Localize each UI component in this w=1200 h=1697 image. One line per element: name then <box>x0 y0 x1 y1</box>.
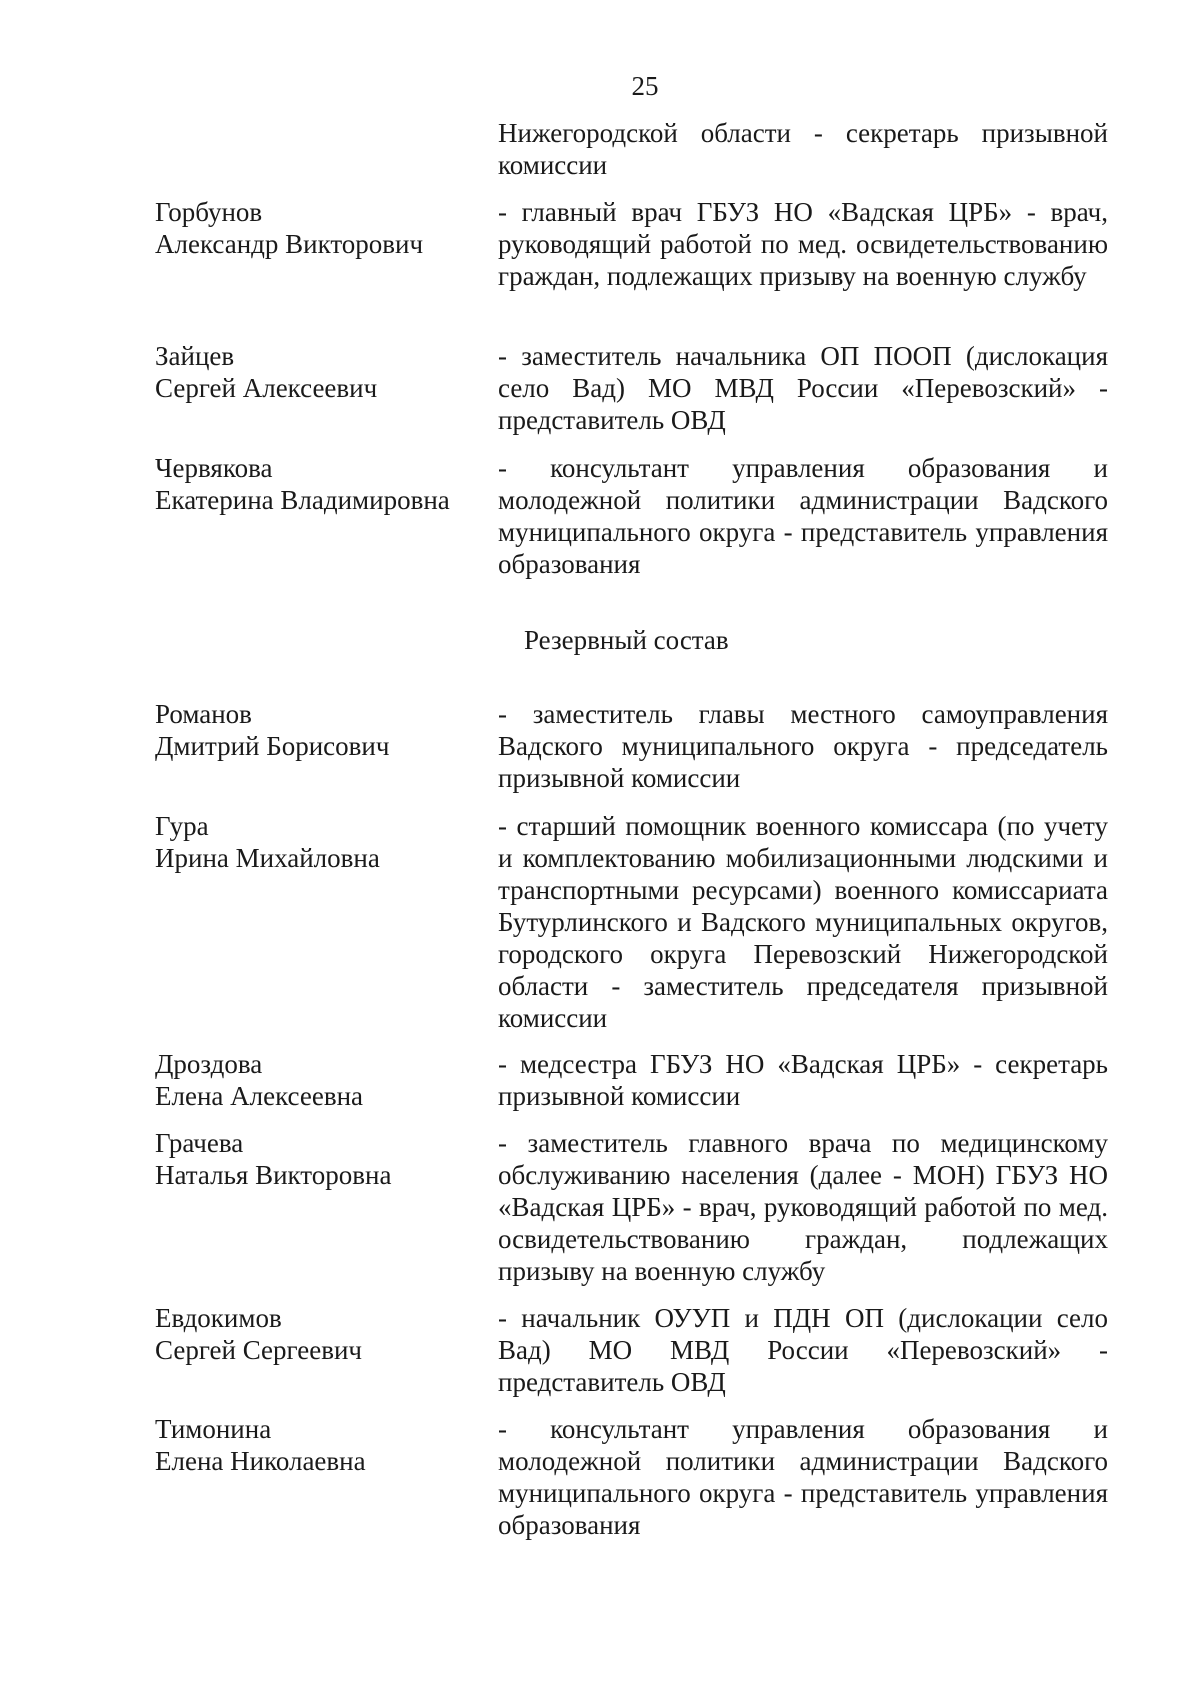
member-given-name: Александр Викторович <box>155 229 424 259</box>
member-given-name: Елена Николаевна <box>155 1446 366 1476</box>
member-name <box>155 1127 485 1191</box>
member-given-name: Наталья Викторовна <box>155 1160 392 1190</box>
member-role: - консультант управления образования и молодежной политики администрации Вадского муниципального округа - представитель управления образования <box>498 1414 1108 1540</box>
member-given-name: Сергей Алексеевич <box>155 373 378 403</box>
member-surname: Романов <box>155 699 252 729</box>
member-role: - заместитель главы местного самоуправления Вадского муниципального округа - председатель призывной комиссии <box>498 699 1108 793</box>
page-number: 25 <box>631 71 659 101</box>
member-name <box>155 1413 485 1477</box>
member-surname: Дроздова <box>155 1049 263 1079</box>
member-role: - заместитель начальника ОП ПООП (дислокация село Вад) МО МВД России «Перевозский» - представитель ОВД <box>498 341 1108 435</box>
member-name <box>155 196 485 260</box>
member-role: - старший помощник военного комиссара (по учету и комплектованию мобилизационными людскими и транспортными ресурсами) военного комиссариата Бутурлинского и Вадского муниципальных округов, городского округа Перевозский Нижегородской области - заместитель председателя призывной комиссии <box>498 811 1108 1033</box>
member-given-name: Дмитрий Борисович <box>155 731 390 761</box>
continuation-text: Нижегородской области - секретарь призывной комиссии <box>498 118 1108 180</box>
member-name <box>155 340 485 404</box>
member-name <box>155 1048 485 1112</box>
member-surname: Зайцев <box>155 341 235 371</box>
member-name <box>155 452 485 516</box>
member-surname: Червякова <box>155 453 273 483</box>
member-name <box>155 810 485 874</box>
member-role: - медсестра ГБУЗ НО «Вадская ЦРБ» - секретарь призывной комиссии <box>498 1049 1108 1111</box>
member-role: - главный врач ГБУЗ НО «Вадская ЦРБ» - врач, руководящий работой по мед. освидетельствованию граждан, подлежащих призыву на военную службу <box>498 197 1108 291</box>
member-surname: Горбунов <box>155 197 263 227</box>
member-given-name: Ирина Михайловна <box>155 843 380 873</box>
member-given-name: Екатерина Владимировна <box>155 485 450 515</box>
member-surname: Грачева <box>155 1128 244 1158</box>
member-surname: Евдокимов <box>155 1303 282 1333</box>
member-role: - начальник ОУУП и ПДН ОП (дислокации село Вад) МО МВД России «Перевозский» - представитель ОВД <box>498 1303 1108 1397</box>
member-role: - консультант управления образования и молодежной политики администрации Вадского муниципального округа - представитель управления образования <box>498 453 1108 579</box>
member-surname: Гура <box>155 811 209 841</box>
member-given-name: Сергей Сергеевич <box>155 1335 363 1365</box>
member-name <box>155 698 485 762</box>
member-given-name: Елена Алексеевна <box>155 1081 363 1111</box>
reserve-heading: Резервный состав <box>524 625 729 655</box>
member-surname: Тимонина <box>155 1414 272 1444</box>
member-role: - заместитель главного врача по медицинскому обслуживанию населения (далее - МОН) ГБУЗ НО «Вадская ЦРБ» - врач, руководящий работой по мед. освидетельствованию граждан, подлежащих призыву на военную службу <box>498 1128 1108 1286</box>
member-name <box>155 1302 485 1366</box>
